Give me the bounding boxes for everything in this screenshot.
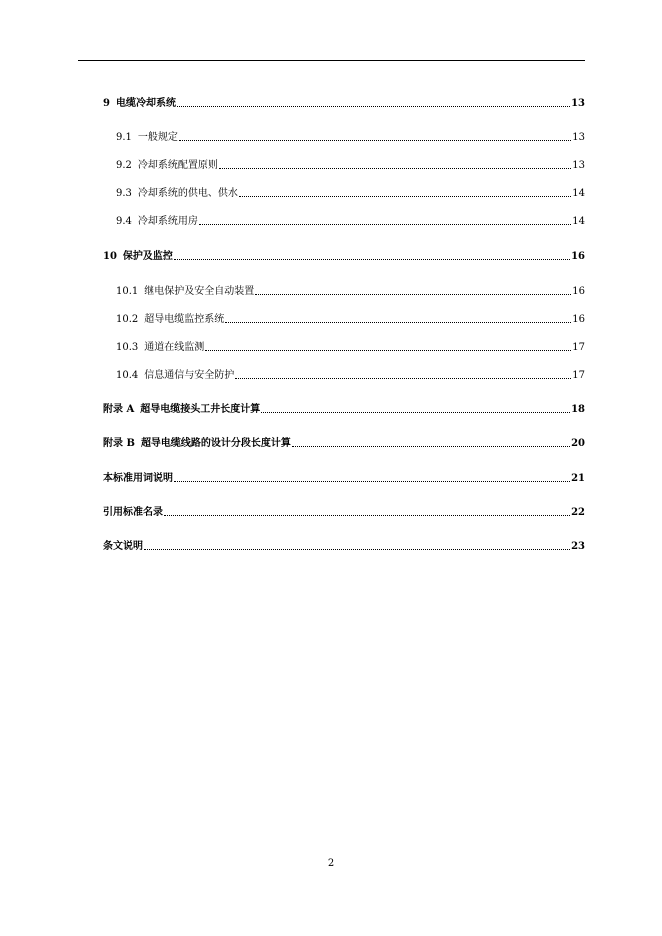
toc-leader-dots (174, 481, 570, 482)
toc-entry-title: 引用标准名录 (103, 507, 163, 518)
toc-entry-title: 冷却系统配置原则 (137, 160, 218, 171)
toc-entry-9-1[interactable] (116, 128, 585, 144)
toc-entry-title: 继电保护及安全自动装置 (144, 286, 255, 297)
toc-leader-dots (292, 446, 570, 447)
toc-entry-page: 16 (572, 286, 585, 297)
toc-entry-page: 13 (572, 160, 585, 171)
toc-entry-title: 通道在线监测 (144, 342, 205, 353)
toc-entry-title: 一般规定 (137, 132, 178, 143)
toc-entry-number: 10.4 (116, 370, 139, 381)
toc-entry-appendix-b[interactable] (103, 434, 585, 450)
toc-entry-9-4[interactable] (116, 212, 585, 228)
toc-entry-number: 9.1 (116, 132, 132, 143)
toc-entry-title: 条文说明 (103, 541, 143, 552)
toc-entry-page: 20 (571, 438, 585, 449)
toc-entry-title: 超导电缆线路的设计分段长度计算 (140, 438, 291, 449)
toc-entry-page: 14 (572, 216, 585, 227)
toc-entry-number: 附录 B (103, 438, 135, 449)
toc-entry-10-1[interactable] (116, 282, 585, 298)
toc-entry-page: 16 (571, 251, 585, 262)
toc-entry-references[interactable] (103, 503, 585, 519)
toc-entry-chapter-9[interactable] (103, 94, 585, 110)
toc-entry-page: 14 (572, 188, 585, 199)
toc-entry-number: 附录 A (103, 404, 135, 415)
toc-entry-9-2[interactable] (116, 156, 585, 172)
toc-entry-number: 10 (103, 251, 117, 262)
toc-leader-dots (144, 549, 570, 550)
toc-entry-number: 9.2 (116, 160, 132, 171)
toc-entry-explanation[interactable] (103, 537, 585, 553)
toc-entry-number: 10.2 (116, 314, 139, 325)
header-rule (78, 60, 585, 61)
toc-entry-number: 10.1 (116, 286, 139, 297)
toc-entry-page: 17 (572, 370, 585, 381)
toc-entry-page: 22 (571, 507, 585, 518)
toc-entry-page: 13 (572, 132, 585, 143)
toc-entry-title: 冷却系统的供电、供水 (137, 188, 238, 199)
toc-entry-title: 本标准用词说明 (103, 473, 173, 484)
toc-entry-title: 冷却系统用房 (137, 216, 198, 227)
toc-entry-page: 21 (571, 473, 585, 484)
page-number: 2 (327, 858, 335, 869)
toc-leader-dots (225, 322, 571, 323)
toc-leader-dots (219, 168, 571, 169)
toc-entry-page: 16 (572, 314, 585, 325)
toc-entry-number: 10.3 (116, 342, 139, 353)
toc-leader-dots (255, 294, 571, 295)
toc-entry-number: 9 (103, 98, 110, 109)
toc-entry-10-3[interactable] (116, 338, 585, 354)
toc-entry-page: 18 (571, 404, 585, 415)
toc-entry-title: 保护及监控 (122, 251, 173, 262)
toc-entry-page: 17 (572, 342, 585, 353)
toc-leader-dots (235, 378, 571, 379)
toc-leader-dots (239, 196, 571, 197)
toc-entry-title: 超导电缆接头工井长度计算 (140, 404, 261, 415)
toc-entry-9-3[interactable] (116, 184, 585, 200)
toc-entry-page: 13 (571, 98, 585, 109)
toc-leader-dots (261, 412, 570, 413)
toc-entry-terms[interactable] (103, 469, 585, 485)
toc-entry-chapter-10[interactable] (103, 247, 585, 263)
toc-leader-dots (205, 350, 571, 351)
toc-entry-10-2[interactable] (116, 310, 585, 326)
toc-entry-appendix-a[interactable] (103, 400, 585, 416)
toc-leader-dots (179, 140, 571, 141)
toc-leader-dots (174, 259, 570, 260)
toc-entry-number: 9.4 (116, 216, 132, 227)
toc-entry-title: 电缆冷却系统 (115, 98, 176, 109)
toc-leader-dots (199, 224, 571, 225)
toc-entry-number: 9.3 (116, 188, 132, 199)
toc-entry-10-4[interactable] (116, 366, 585, 382)
toc-entry-page: 23 (571, 541, 585, 552)
toc-entry-title: 超导电缆监控系统 (144, 314, 225, 325)
toc-leader-dots (177, 106, 570, 107)
toc-entry-title: 信息通信与安全防护 (144, 370, 235, 381)
toc-leader-dots (164, 515, 570, 516)
